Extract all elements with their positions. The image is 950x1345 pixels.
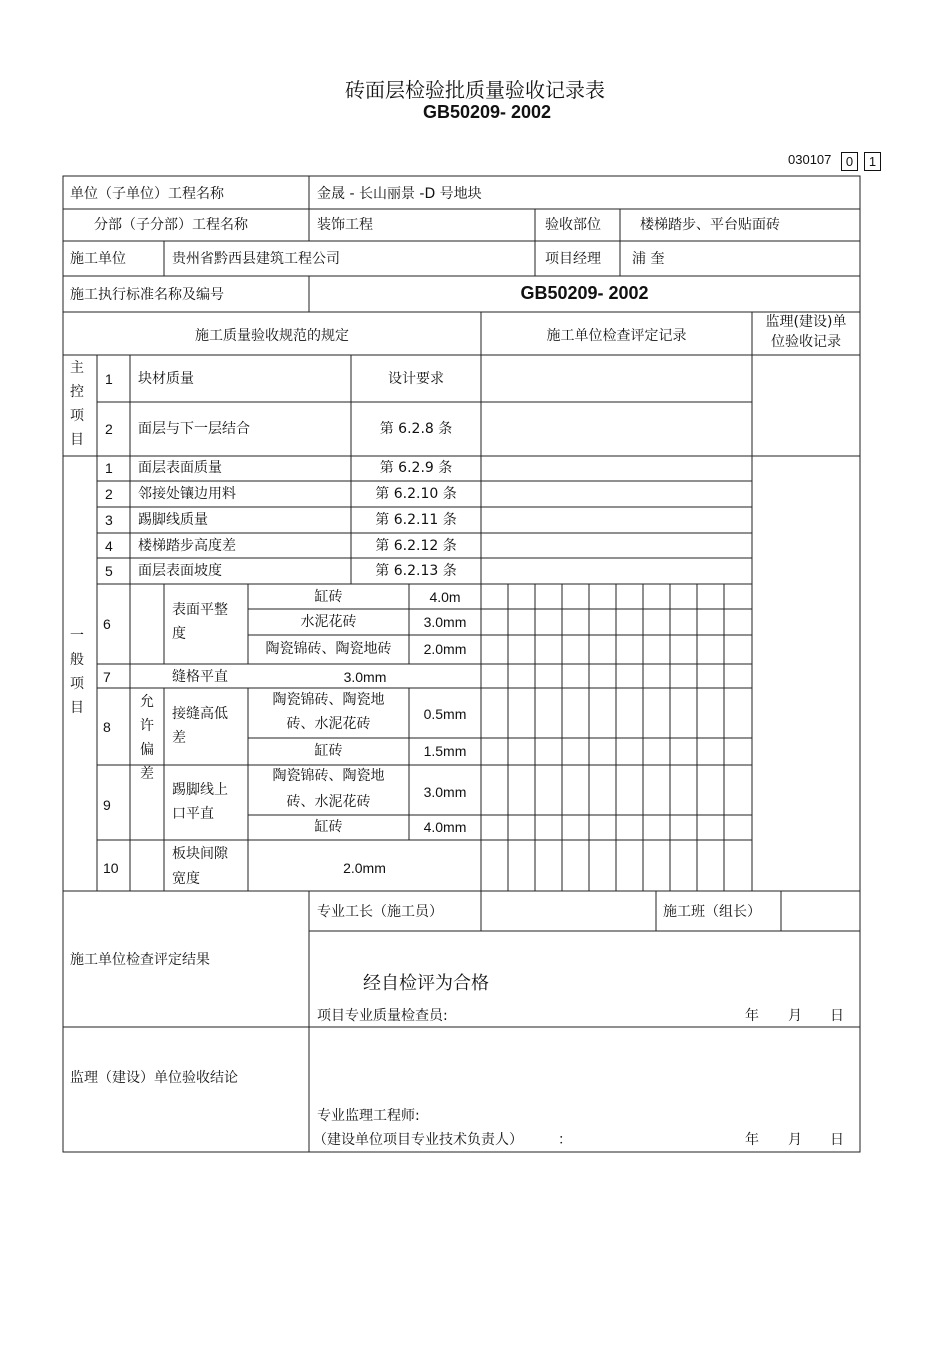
main-item-req-1: 设计要求 (388, 371, 444, 387)
joint-straightness: 缝格平直 (172, 669, 228, 685)
sub-project-label: 分部（子分部）工程名称 (94, 217, 248, 233)
general-item-name-5: 面层表面坡度 (138, 563, 222, 579)
supervision-label: 监理（建设）单位验收结论 (70, 1070, 238, 1086)
col-header-supervision-1: 监理(建设)单 (765, 314, 847, 330)
general-item-name-1: 面层表面质量 (138, 460, 222, 476)
result-month: 月 (788, 1008, 802, 1024)
general-item-name-4: 楼梯踏步高度差 (138, 538, 236, 554)
surface-flatness-line1: 表面平整 (172, 602, 228, 618)
self-check-comment: 经自检评为合格 (363, 973, 489, 994)
general-item-no-3: 3 (105, 512, 113, 528)
dev-no-6: 6 (103, 616, 111, 632)
inspector-label: 项目专业质量检查员: (317, 1008, 448, 1024)
general-item-no-1: 1 (105, 460, 113, 476)
general-item-name-2: 邻接处镶边用料 (138, 486, 236, 502)
general-item-req-5: 第 6.2.13 条 (375, 563, 457, 579)
main-item-req-2: 第 6.2.8 条 (379, 421, 453, 437)
dev-8a-value: 0.5mm (423, 706, 467, 722)
foreman-label: 专业工长（施工员） (317, 904, 443, 920)
dev-9a-value: 3.0mm (423, 784, 467, 800)
sub-project-value: 装饰工程 (317, 217, 373, 233)
team-leader-label: 施工班（组长） (663, 904, 761, 920)
unit-project-value: 金晟 - 长山丽景 -D 号地块 (317, 186, 482, 202)
dev-8a-material-line1: 陶瓷锦砖、陶瓷地 (272, 692, 385, 708)
dev-9a-material-line1: 陶瓷锦砖、陶瓷地 (272, 768, 385, 784)
result-label: 施工单位检查评定结果 (70, 952, 210, 968)
standard-subtitle: GB50209- 2002 (422, 102, 552, 122)
col-header-check: 施工单位检查评定记录 (546, 328, 687, 344)
form-code-box-2: 1 (864, 152, 881, 171)
surface-flatness-line2: 度 (172, 626, 186, 642)
unit-project-label: 单位（子单位）工程名称 (70, 186, 224, 202)
general-label: 一般项目 (70, 628, 84, 716)
skirting-line1: 踢脚线上 (172, 782, 228, 798)
general-item-req-2: 第 6.2.10 条 (375, 486, 457, 502)
dev-no-10: 10 (103, 860, 119, 876)
result-year: 年 (745, 1008, 759, 1024)
supervision-year: 年 (745, 1132, 759, 1148)
skirting-line2: 口平直 (172, 806, 214, 822)
main-item-name-2: 面层与下一层结合 (138, 421, 250, 437)
dev-no-8: 8 (103, 719, 111, 735)
dev-7-value: 3.0mm (343, 669, 387, 685)
dev-9b-value: 4.0mm (423, 819, 467, 835)
result-day: 日 (830, 1008, 844, 1024)
main-item-no-2: 2 (105, 421, 113, 437)
general-item-no-5: 5 (105, 563, 113, 579)
acceptance-part-label: 验收部位 (545, 217, 601, 233)
gap-width-line2: 宽度 (172, 871, 200, 887)
exec-standard-value: GB50209- 2002 (520, 283, 649, 303)
page-title: 砖面层检验批质量验收记录表 (345, 78, 605, 102)
dev-6b-value: 3.0mm (423, 614, 467, 630)
dev-6a-value: 4.0m (429, 589, 461, 605)
dev-9b-material: 缸砖 (314, 819, 343, 835)
exec-standard-label: 施工执行标准名称及编号 (70, 287, 224, 303)
manager-label: 项目经理 (545, 251, 601, 267)
dev-6c-value: 2.0mm (423, 641, 467, 657)
dev-10-value: 2.0mm (343, 860, 386, 876)
owner-rep-label: （建设单位项目专业技术负责人） (313, 1132, 523, 1148)
col-header-supervision-2: 位验收记录 (771, 334, 841, 350)
general-item-no-4: 4 (105, 538, 113, 554)
allowance-label: 允许偏差 (140, 694, 154, 782)
owner-rep-colon: ： (558, 1132, 572, 1148)
general-item-name-3: 踢脚线质量 (138, 512, 208, 528)
dev-9a-material-line2: 砖、水泥花砖 (286, 794, 371, 810)
main-control-label: 主控项目 (70, 360, 84, 448)
main-item-no-1: 1 (105, 371, 113, 387)
general-item-req-1: 第 6.2.9 条 (379, 460, 453, 476)
dev-8a-material-line2: 砖、水泥花砖 (286, 716, 371, 732)
general-item-no-2: 2 (105, 486, 113, 502)
supervision-month: 月 (788, 1132, 802, 1148)
gap-width-line1: 板块间隙 (172, 846, 228, 862)
manager-value: 浦 奎 (632, 251, 665, 267)
construction-unit-label: 施工单位 (70, 251, 126, 267)
main-item-name-1: 块材质量 (138, 371, 194, 387)
general-item-req-3: 第 6.2.11 条 (375, 512, 457, 528)
dev-no-7: 7 (103, 669, 111, 685)
supervision-engineer-label: 专业监理工程师: (317, 1108, 420, 1124)
dev-6b-material: 水泥花砖 (300, 614, 357, 630)
dev-6a-material: 缸砖 (314, 589, 343, 605)
dev-8b-material: 缸砖 (314, 743, 343, 759)
dev-no-9: 9 (103, 797, 111, 813)
col-header-spec: 施工质量验收规范的规定 (195, 328, 349, 344)
dev-8b-value: 1.5mm (423, 743, 467, 759)
form-code: 030107 (788, 152, 832, 167)
dev-6c-material: 陶瓷锦砖、陶瓷地砖 (265, 641, 392, 657)
joint-height-line1: 接缝高低 (172, 706, 228, 722)
acceptance-part-value: 楼梯踏步、平台贴面砖 (640, 217, 780, 233)
supervision-day: 日 (830, 1132, 844, 1148)
joint-height-line2: 差 (172, 730, 186, 746)
general-item-req-4: 第 6.2.12 条 (375, 538, 457, 554)
construction-unit-value: 贵州省黔西县建筑工程公司 (172, 251, 340, 267)
form-code-box-1: 0 (841, 152, 858, 171)
